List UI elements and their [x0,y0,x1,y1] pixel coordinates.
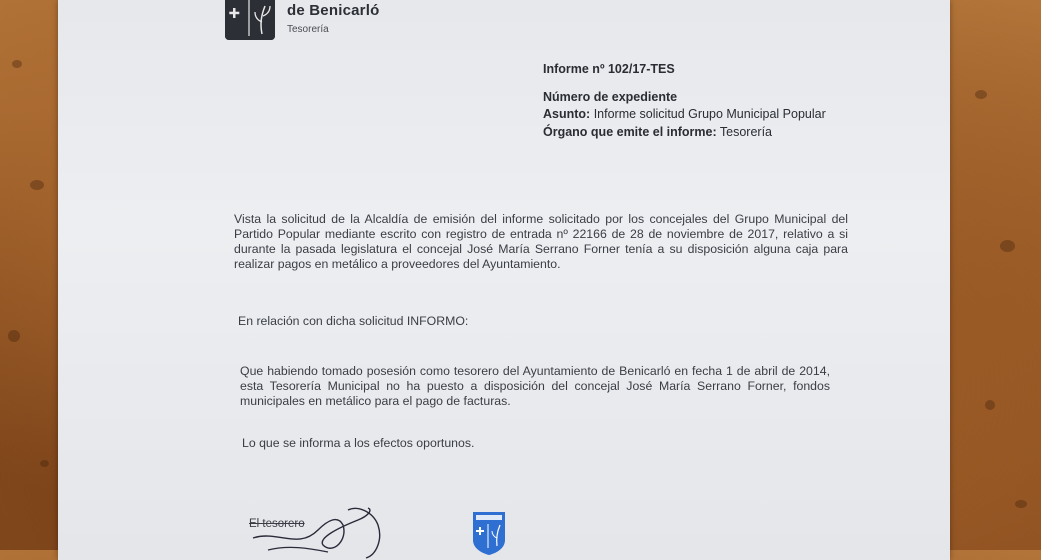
cork-texture [1015,500,1027,508]
issuer-value: Tesorería [719,125,772,139]
body-paragraph-3: Que habiendo tomado posesión como tesorero del Ayuntamiento de Benicarló en fecha 1 de abril de 2014, esta Tesorería Municipal no ha puesto a disposición del concejal José María Serrano Forner, fondos municipales en metálico para el pago de facturas. [240,364,830,408]
body-paragraph-1: Vista la solicitud de la Alcaldía de emisión del informe solicitado por los concejales del Grupo Municipal del Partido Popular mediante escrito con registro de entrada nº 22166 de 28 de noviembre de 2017, relativo a si durante la pasada legislatura el concejal José María Serrano Forner tenía a su disposición alguna caja para realizar pagos en metálico a proveedores del Ayuntamiento. [234,212,848,271]
issuer-label: Órgano que emite el informe: [543,125,717,139]
file-number-label: Número de expediente [543,90,678,104]
document-sheet [58,0,950,560]
cork-texture [12,60,22,68]
cork-texture [975,90,987,99]
municipal-stamp-icon [471,510,507,555]
department-name: Tesorería [287,24,329,35]
cork-texture [8,330,20,342]
body-paragraph-4: Lo que se informa a los efectos oportunos. [242,436,475,450]
report-number: Informe nº 102/17-TES [543,62,675,76]
subject-label: Asunto: [543,107,591,121]
cork-texture [985,400,995,410]
issuer-line [543,125,772,139]
signature-label: El tesorero [249,518,305,530]
subject-line [543,107,826,121]
organization-name: de Benicarló [287,2,380,19]
cork-texture [30,180,44,190]
body-paragraph-2: En relación con dicha solicitud INFORMO: [238,314,469,328]
municipal-logo-icon [225,0,275,40]
cork-texture [40,460,49,467]
cork-texture [1000,240,1015,252]
handwritten-signature [248,500,418,560]
subject-value: Informe solicitud Grupo Municipal Popular [593,107,826,121]
